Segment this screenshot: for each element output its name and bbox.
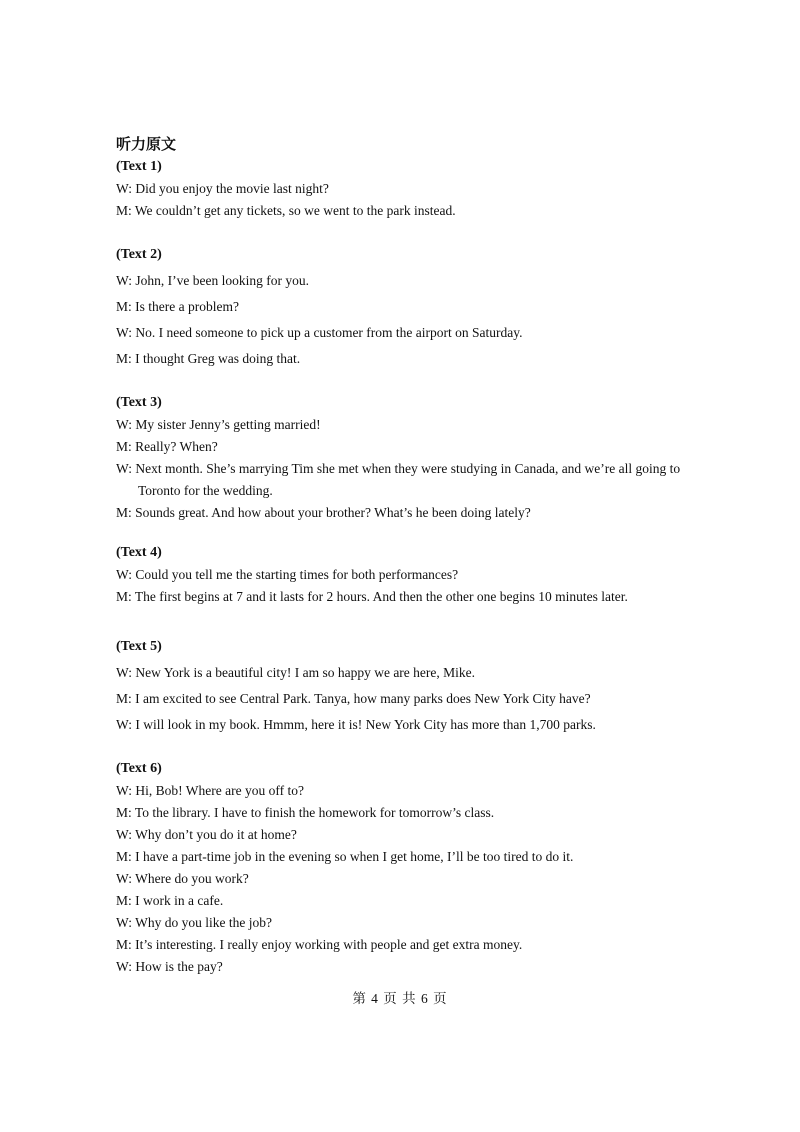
dialogue-line: W: Why do you like the job? bbox=[116, 915, 272, 930]
dialogue-line: M: Really? When? bbox=[116, 439, 218, 454]
dialogue-line: W: Next month. She’s marrying Tim she met when they were studying in Canada, and we’re all going to Toronto for the wedding. bbox=[116, 461, 681, 498]
dialogue-line: W: Could you tell me the starting times for both performances? bbox=[116, 567, 459, 582]
dialogue-line: M: The first begins at 7 and it lasts for 2 hours. And then the other one begins 10 minutes later. bbox=[116, 589, 628, 604]
dialogue-line: W: No. I need someone to pick up a customer from the airport on Saturday. bbox=[116, 325, 523, 340]
text-section-4 bbox=[116, 542, 716, 608]
dialogue-line: M: Sounds great. And how about your brother? What’s he been doing lately? bbox=[116, 505, 531, 520]
dialogue-line: W: John, I’ve been looking for you. bbox=[116, 273, 309, 288]
dialogue-line: W: How is the pay? bbox=[116, 959, 223, 974]
dialogue-line: M: Is there a problem? bbox=[116, 299, 239, 314]
dialogue-line: M: I have a part-time job in the evening so when I get home, I’ll be too tired to do it. bbox=[116, 849, 574, 864]
dialogue-line: W: Did you enjoy the movie last night? bbox=[116, 181, 329, 196]
dialogue-line: M: I work in a cafe. bbox=[116, 893, 224, 908]
text-section-6 bbox=[116, 758, 716, 978]
dialogue-line: M: To the library. I have to finish the homework for tomorrow’s class. bbox=[116, 805, 495, 820]
dialogue-line: M: We couldn’t get any tickets, so we went to the park instead. bbox=[116, 203, 456, 218]
section-label: (Text 1) bbox=[116, 159, 162, 174]
text-section-1 bbox=[116, 156, 716, 222]
dialogue-line: M: It’s interesting. I really enjoy working with people and get extra money. bbox=[116, 937, 523, 952]
dialogue-line: W: New York is a beautiful city! I am so happy we are here, Mike. bbox=[116, 665, 476, 680]
page-number: 第 4 页 共 6 页 bbox=[352, 991, 448, 1006]
transcript-content bbox=[116, 134, 716, 978]
dialogue-line: W: Why don’t you do it at home? bbox=[116, 827, 297, 842]
dialogue-line: W: My sister Jenny’s getting married! bbox=[116, 417, 321, 432]
dialogue-line: W: Hi, Bob! Where are you off to? bbox=[116, 783, 304, 798]
dialogue-line: W: I will look in my book. Hmmm, here it is! New York City has more than 1,700 parks. bbox=[116, 717, 596, 732]
section-label: (Text 5) bbox=[116, 639, 162, 654]
text-section-5 bbox=[116, 636, 716, 736]
section-label: (Text 6) bbox=[116, 761, 162, 776]
text-section-3 bbox=[116, 392, 716, 524]
section-label: (Text 4) bbox=[116, 545, 162, 560]
section-label: (Text 3) bbox=[116, 395, 162, 410]
dialogue-line: M: I thought Greg was doing that. bbox=[116, 351, 301, 366]
dialogue-line: W: Where do you work? bbox=[116, 871, 249, 886]
dialogue-line: M: I am excited to see Central Park. Tanya, how many parks does New York City have? bbox=[116, 691, 591, 706]
text-section-2 bbox=[116, 244, 716, 370]
page-title: 听力原文 bbox=[116, 137, 177, 153]
section-label: (Text 2) bbox=[116, 247, 162, 262]
